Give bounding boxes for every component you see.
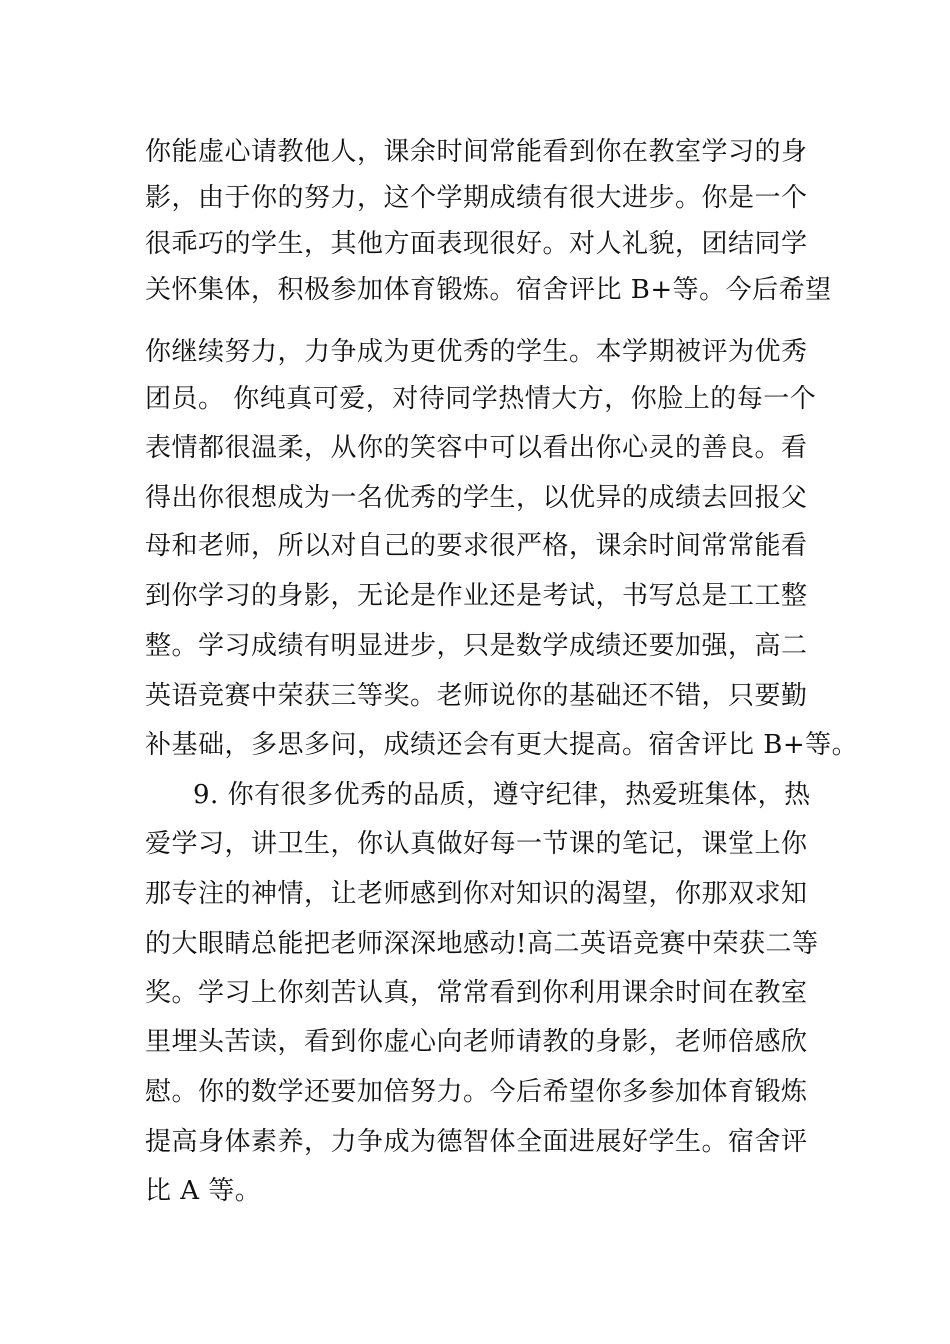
text-line: 9. 你有很多优秀的品质，遵守纪律，热爱班集体，热 bbox=[193, 780, 811, 810]
text-line: 里埋头苦读，看到你虚心向老师请教的身影，老师倍感欣 bbox=[145, 1027, 808, 1057]
text-line: 表情都很温柔，从你的笑容中可以看出你心灵的善良。看 bbox=[145, 433, 808, 463]
text-line: 影，由于你的努力，这个学期成绩有很大进步。你是一个 bbox=[145, 183, 808, 213]
text-line: 整。学习成绩有明显进步，只是数学成绩还要加强，高二 bbox=[145, 631, 808, 661]
text-line: 比 A 等。 bbox=[145, 1176, 262, 1206]
text-line: 那专注的神情，让老师感到你对知识的渴望，你那双求知 bbox=[145, 879, 808, 909]
text-line: 你继续努力，力争成为更优秀的学生。本学期被评为优秀 bbox=[145, 337, 808, 367]
text-line: 补基础，多思多问，成绩还会有更大提高。宿舍评比 B+等。 bbox=[145, 730, 859, 760]
text-line: 得出你很想成为一名优秀的学生，以优异的成绩去回报父 bbox=[145, 483, 808, 513]
text-line: 团员。 你纯真可爱，对待同学热情大方，你脸上的每一个 bbox=[145, 384, 817, 414]
text-line: 关怀集体，积极参加体育锻炼。宿舍评比 B+等。今后希望 bbox=[145, 275, 832, 305]
text-line: 提高身体素养，力争成为德智体全面进展好学生。宿舍评 bbox=[145, 1127, 808, 1157]
text-line: 慰。你的数学还要加倍努力。今后希望你多参加体育锻炼 bbox=[145, 1077, 808, 1107]
text-line: 你能虚心请教他人，课余时间常能看到你在教室学习的身 bbox=[145, 137, 808, 167]
text-line: 爱学习，讲卫生，你认真做好每一节课的笔记，课堂上你 bbox=[145, 829, 808, 859]
text-line: 奖。学习上你刻苦认真，常常看到你利用课余时间在教室 bbox=[145, 978, 808, 1008]
text-line: 很乖巧的学生，其他方面表现很好。对人礼貌，团结同学 bbox=[145, 229, 808, 259]
text-line: 到你学习的身影，无论是作业还是考试，书写总是工工整 bbox=[145, 581, 808, 611]
text-line: 母和老师，所以对自己的要求很严格，课余时间常常能看 bbox=[145, 531, 808, 561]
text-line: 英语竞赛中荣获三等奖。老师说你的基础还不错，只要勤 bbox=[145, 681, 808, 711]
text-line: 的大眼睛总能把老师深深地感动!高二英语竞赛中荣获二等 bbox=[145, 929, 819, 959]
